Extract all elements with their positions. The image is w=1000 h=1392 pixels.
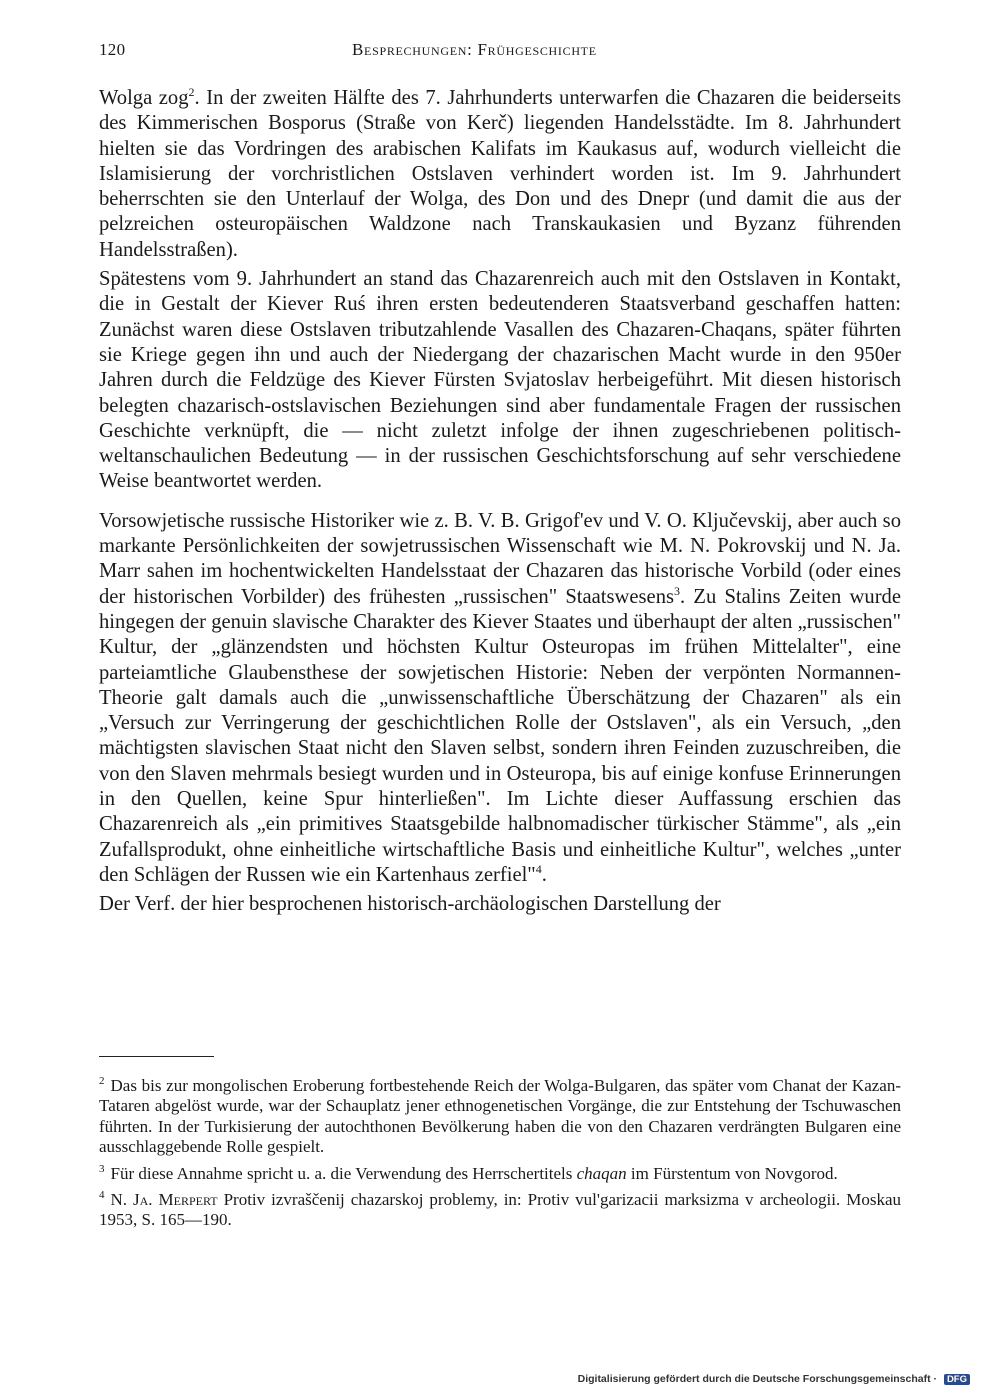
footnote [99,1076,901,1158]
footnote-reference: 4 [535,862,542,877]
digitization-credit: Digitalisierung gefördert durch die Deutsche Forschungsgemeinschaft · DFG [578,1373,970,1385]
dfg-logo-icon: DFG [944,1374,970,1385]
footnote-author: N. Ja. Merpert [110,1190,218,1210]
footnote-text: im Fürstentum von Novgorod. [626,1163,838,1183]
paragraph [99,86,901,263]
paragraph-text: . [541,863,547,886]
paragraph-text: Vorsowjetische russische Historiker wie z. B. V. B. Grigof'ev und V. O. Ključevskij, aber auch so markante Persönlichkeiten der sowjetrussischen Wissenschaft wie M. N. Pokrovskij und N. Ja. Marr sahen im hochentwickelten Handelsstaat der Chazaren das historische Vorbild (oder eines der historischen Vorbilder) des frühesten „russischen" Staatswesens [99,509,901,608]
footnote-text: Protiv izvraščenij chazarskoj problemy, in: Protiv vul'garizacii marksizma v archeologii. Moskau 1953, S. 165—190. [99,1190,901,1230]
page-number: 120 [99,40,126,59]
paragraph [99,509,901,888]
paragraph-text: Wolga zog [99,87,189,109]
body-text [99,86,901,918]
paragraph: Spätestens vom 9. Jahrhundert an stand das Chazarenreich auch mit den Ostslaven in Kontakt, die in Gestalt der Kiever Ruś ihren ersten bedeutenderen Staatsverband geschaffen hatten: Zunächst waren diese Ostslaven tributzahlende Vasallen des Chazaren-Chaqans, später führten sie Kriege gegen ihn und auch der Niedergang der chazarischen Macht wurde in den 950er Jahren durch die Feldzüge des Kiever Fürsten Svjatoslav herbeigeführt. Mit diesen historisch belegten chazarisch-ostslavischen Beziehungen sind aber fundamentale Fragen der russischen Geschichte verknüpft, die — nicht zuletzt infolge der ihnen zugeschriebenen politisch-weltanschaulichen Bedeutung — in der russischen Geschichtsforschung auf sehr verschiedene Weise beantwortet werden. [99,268,901,493]
footnote [99,1190,901,1231]
footnote-text: Für diese Annahme spricht u. a. die Verwendung des Herrschertitels [110,1163,577,1183]
paragraph-text: . In der zweiten Hälfte des 7. Jahrhunderts unterwarfen die Chazaren die beiderseits des Kimmerischen Bosporus (Straße von Kerč) liegenden Handelsstädte. Im 8. Jahrhundert hielten sie das Vordringen des arabischen Kalifats im Kaukasus auf, wodurch vielleicht die Islamisierung der vorchristlichen Ostslaven verhindert worden ist. Im 9. Jahrhundert beherrschten sie den Unterlauf der Wolga, des Don und des Dnepr (und damit die aus der pelzreichen osteuropäischen Waldzone nach Transkaukasien und Byzanz führenden Handelsstraßen). [99,87,901,261]
footnote-divider [99,1056,214,1057]
running-head: Besprechungen: Frühgeschichte [352,40,597,59]
footnote-italic-term: chaqan [576,1163,627,1183]
paragraph-text: . Zu Stalins Zeiten wurde hingegen der genuin slavische Charakter des Kiever Staates und überhaupt der alten „russischen" Kultur, der „glänzendsten und höchsten Kultur Osteuropas im frühen Mittelalter", eine parteiamtliche Glaubensthese der sowjetischen Historie: Neben der verpönten Normannen-Theorie galt damals auch die „unwissenschaftliche Überschätzung der Chazaren" als ein „Versuch zur Verringerung der geschichtlichen Rolle der Ostslaven", als ein Versuch, „den mächtigsten slavischen Staat nicht den Slaven selbst, sondern ihren Feinden zuzuschreiben, die von den Slaven mehrmals besiegt wurden und in Osteuropa, bis auf einige konfuse Erinnerungen in den Quellen, keine Spur hinterließen". Im Lichte dieser Auffassung erschien das Chazarenreich als „ein primitives Staatsgebilde halbnomadischer türkischer Stämme", als „ein Zufallsprodukt, ohne einheitliche wirtschaftliche Basis und einheitliche Kultur", welches „unter den Schlägen der Russen wie ein Kartenhaus zerfiel" [99,585,901,886]
footnote-text: Das bis zur mongolischen Eroberung fortbestehende Reich der Wolga-Bulgaren, das später vom Chanat der Kazan-Tataren abgelöst wurde, war der Schauplatz jener ethnogenetischen Vorgänge, die zur Entstehung der Tschuwaschen führten. In der Turkisierung der autochthonen Bevölkerung haben die von den Chazaren verdrängten Bulgaren eine ausschlaggebende Rolle gespielt. [99,1076,901,1157]
footnote [99,1164,901,1184]
footnote-reference: 3 [674,583,681,598]
footnote-marker: 4 [99,1189,105,1202]
footnotes [99,1076,901,1237]
credit-text: Digitalisierung gefördert durch die Deutsche Forschungsgemeinschaft [577,1373,931,1385]
footnote-reference: 2 [188,85,195,100]
paragraph: Der Verf. der hier besprochenen historisch-archäologischen Darstellung der [99,893,721,916]
footnote-marker: 3 [99,1162,105,1175]
footnote-marker: 2 [99,1075,105,1088]
